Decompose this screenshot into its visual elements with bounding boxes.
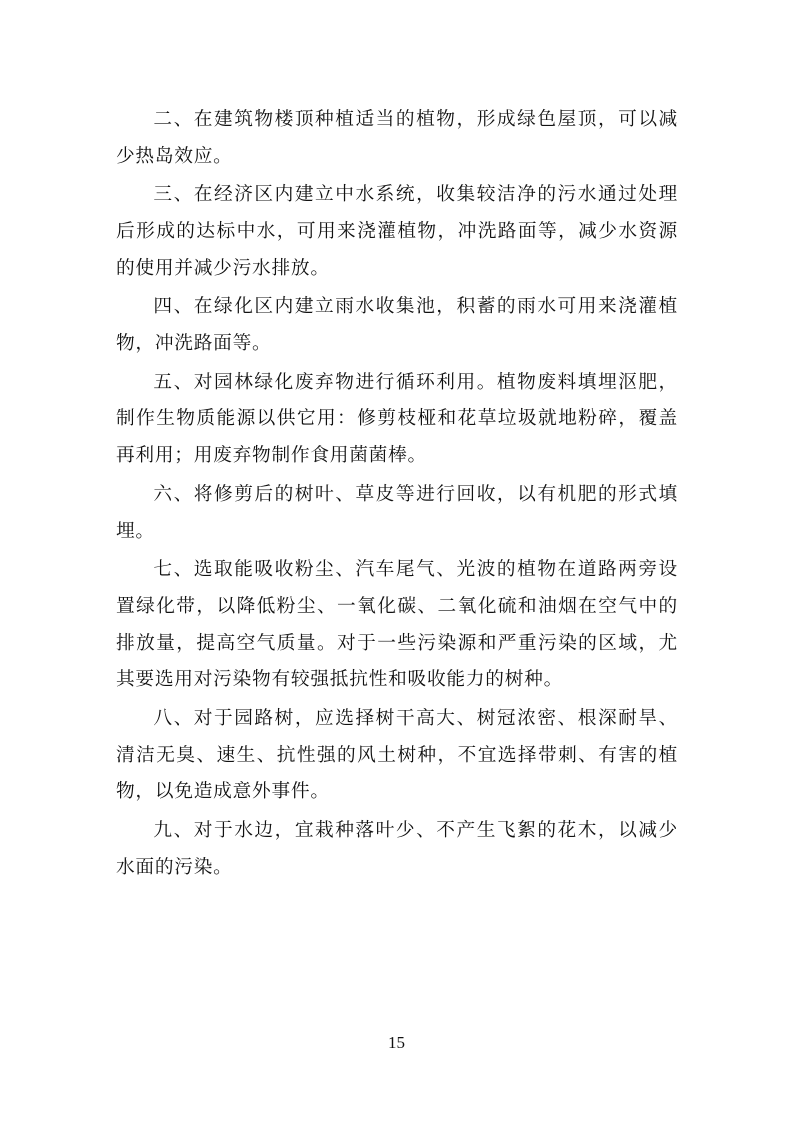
paragraph-8: 八、对于园路树，应选择树干高大、树冠浓密、根深耐旱、清洁无臭、速生、抗性强的风土树种，不宜选择带刺、有害的植物，以免造成意外事件。 <box>116 707 678 803</box>
paragraph-6: 六、将修剪后的树叶、草皮等进行回收，以有机肥的形式填埋。 <box>116 483 678 542</box>
paragraph-2: 二、在建筑物楼顶种植适当的植物，形成绿色屋顶，可以减少热岛效应。 <box>116 109 678 167</box>
page-number: 15 <box>388 1033 405 1052</box>
page-body <box>116 102 678 888</box>
paragraph-9: 九、对于水边，宜栽种落叶少、不产生飞絮的花木，以减少水面的污染。 <box>116 819 678 878</box>
paragraph-4: 四、在绿化区内建立雨水收集池，积蓄的雨水可用来浇灌植物，冲洗路面等。 <box>116 296 678 355</box>
paragraph-7: 七、选取能吸收粉尘、汽车尾气、光波的植物在道路两旁设置绿化带，以降低粉尘、一氧化碳、二氧化硫和油烟在空气中的排放量，提高空气质量。对于一些污染源和严重污染的区域，尤其要选用对污染物有较强抵抗性和吸收能力的树种。 <box>116 559 678 691</box>
paragraph-3: 三、在经济区内建立中水系统，收集较洁净的污水通过处理后形成的达标中水，可用来浇灌植物，冲洗路面等，减少水资源的使用并减少污水排放。 <box>116 184 678 279</box>
paragraph-5: 五、对园林绿化废弃物进行循环利用。植物废料填埋沤肥，制作生物质能源以供它用：修剪枝桠和花草垃圾就地粉碎，覆盖再利用；用废弃物制作食用菌菌棒。 <box>116 371 678 467</box>
